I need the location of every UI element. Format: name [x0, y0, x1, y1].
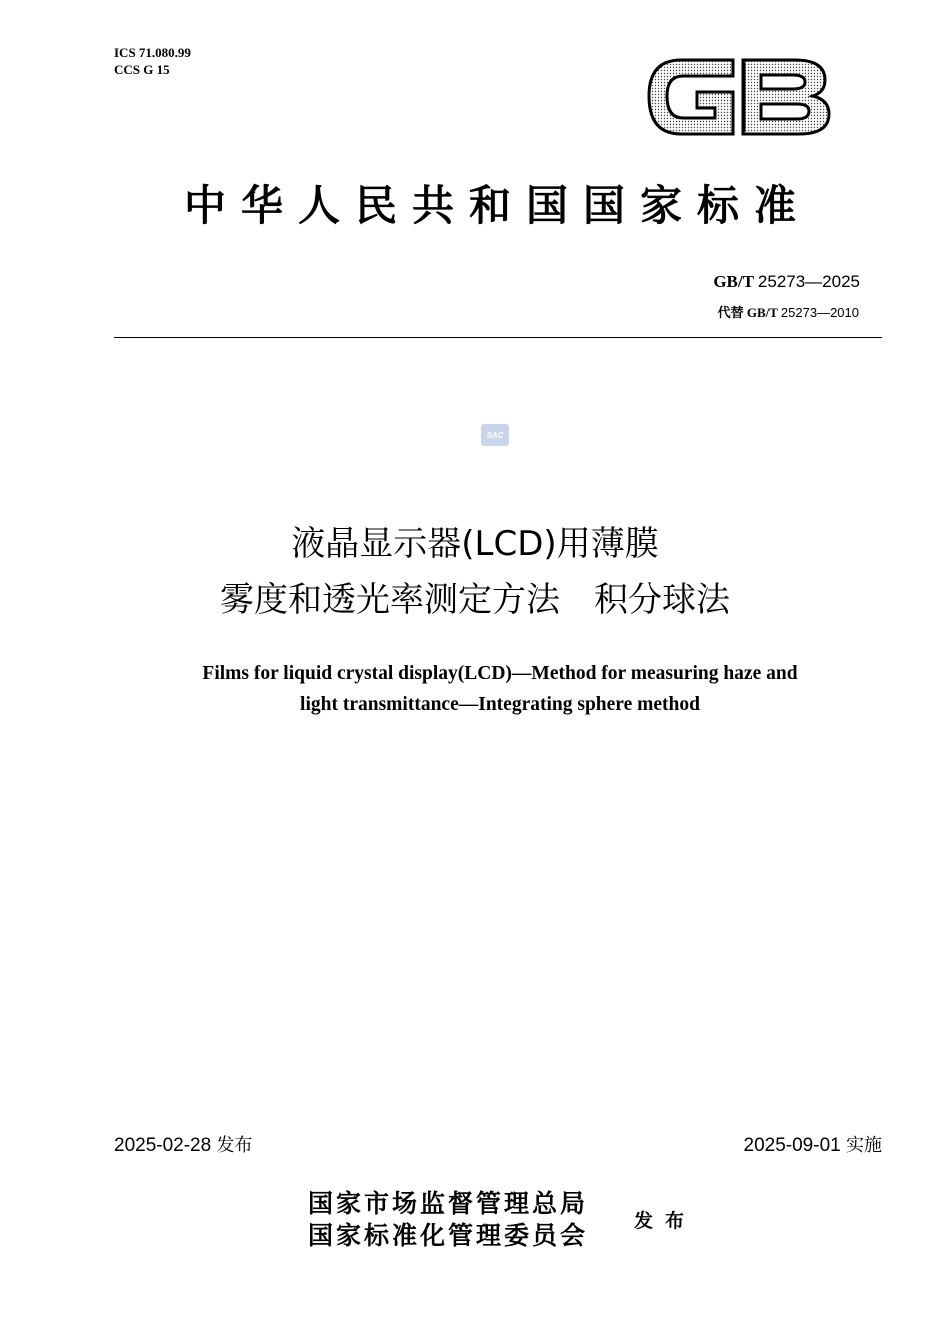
replaces-number: 25273—2010	[780, 305, 859, 320]
implementation-date-label: 实施	[846, 1135, 882, 1156]
classification-codes	[114, 44, 191, 78]
issue-date-label: 发布	[216, 1135, 253, 1156]
sac-watermark-icon	[481, 424, 509, 446]
issuer-org2: 国家标准化管理委员会	[308, 1221, 589, 1250]
ics-code: ICS 71.080.99	[114, 45, 191, 60]
standard-number-prefix: GB/T	[713, 272, 754, 291]
zh-title-line2: 雾度和透光率测定方法 积分球法	[220, 580, 730, 620]
national-standard-title: 中华人民共和国国家标准	[183, 181, 811, 230]
header-divider	[114, 337, 882, 338]
issue-date-value: 2025-02-28	[114, 1135, 212, 1156]
ccs-code: CCS G 15	[114, 62, 170, 77]
zh-title-line1: 液晶显示器(LCD)用薄膜	[291, 524, 659, 564]
issuing-organizations	[308, 1188, 588, 1252]
issuer-action: 发布	[634, 1210, 697, 1232]
implementation-date	[744, 1131, 882, 1157]
replaces-standard	[718, 302, 859, 321]
document-title-en	[100, 658, 900, 720]
issue-date	[114, 1131, 252, 1157]
en-title-line2: light transmittance—Integrating sphere method	[300, 694, 700, 715]
en-title-line1: Films for liquid crystal display(LCD)—Method for measuring haze and	[202, 663, 798, 684]
implementation-date-value: 2025-09-01	[743, 1135, 841, 1156]
sac-mark-text: SAC	[486, 431, 504, 440]
issuer-org1: 国家市场监督管理总局	[308, 1189, 589, 1218]
standard-number-value: 25273—2025	[757, 272, 860, 291]
standard-number	[713, 272, 860, 292]
gb-logo-icon	[645, 48, 833, 144]
replaces-prefix: 代替 GB/T	[717, 305, 778, 320]
document-title-zh	[100, 516, 850, 628]
